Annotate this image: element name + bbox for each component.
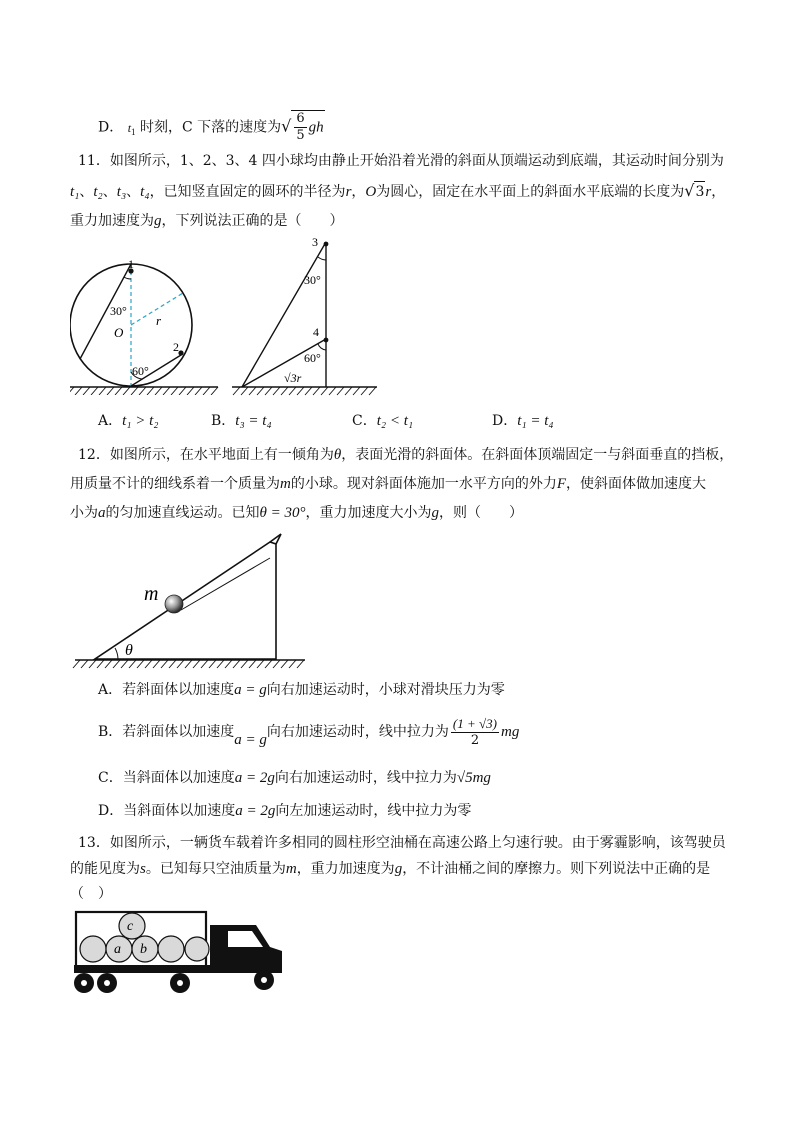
barrel-c-label: c <box>127 919 134 934</box>
q11-line1: 11．如图所示，1、2、3、4 四小球均由静止开始沿着光滑的斜面从顶端运动到底端，其运动时间分别为 <box>78 153 724 169</box>
label-2: 2 <box>173 340 179 354</box>
ball-3 <box>324 242 329 247</box>
angle-theta: θ <box>125 642 133 659</box>
q12-option-b: B．若斜面体以加速度a = g向右加速运动时，线中拉力为 $\frac{(1 + √3)}{2}$ mg <box>98 715 520 748</box>
q12-option-a: A．若斜面体以加速度a = g向右加速运动时，小球对滑块压力为零 <box>98 682 505 698</box>
angle-30-right: 30° <box>304 273 321 287</box>
label-3: 3 <box>312 235 318 249</box>
ground-hatch-2 <box>233 387 376 395</box>
ground-hatch <box>70 387 218 395</box>
string <box>181 558 270 610</box>
angle-60-right: 60° <box>304 351 321 365</box>
q11-option-d: D．t₁ = t₄ <box>492 413 554 429</box>
angle-30: 30° <box>110 304 127 318</box>
q13-line3: （ ） <box>70 886 112 902</box>
q12-line2: 用质量不计的细线系着一个质量为m的小球。现对斜面体施加一水平方向的外力F，使斜面体做加速度大 <box>70 476 707 492</box>
q13-line2: 的能见度为s。已知每只空油质量为m，重力加速度为g，不计油桶之间的摩擦力。则下列说法中正确的是 <box>70 861 711 877</box>
q11-line3: 重力加速度为g，下列说法正确的是（ ） <box>70 213 344 229</box>
q11-option-b: B．t₃ = t₄ <box>211 413 272 429</box>
label-O: O <box>114 325 124 340</box>
ball <box>165 595 183 613</box>
barrel-b-label: b <box>140 942 147 957</box>
ball-4 <box>324 338 329 343</box>
q11-option-a: A．t₁ > t₂ <box>98 413 159 429</box>
mass-label: m <box>144 583 159 605</box>
q12-wedge-figure <box>70 528 310 673</box>
q12-option-d: D．当斜面体以加速度a = 2g向左加速运动时，线中拉力为零 <box>98 803 472 819</box>
wedge <box>95 542 276 659</box>
incline-3 <box>242 242 326 387</box>
barrel-a-label: a <box>114 942 121 957</box>
angle-60: 60° <box>132 364 149 378</box>
ground-hatch-3 <box>73 660 304 668</box>
q13-line1: 13．如图所示，一辆货车载着许多相同的圆柱形空油桶在高速公路上匀速行驶。由于雾霾影响，该驾驶员 <box>78 835 726 851</box>
sqrt-fraction: $\frac{6}{5}$ gh <box>291 110 324 144</box>
wheels <box>74 970 274 993</box>
q11-line2: t₁、t₂、t₃、t₄，已知竖直固定的圆环的半径为r，O为圆心，固定在水平面上的斜面水平底端的长度为√3r， <box>70 181 726 200</box>
label-1: 1 <box>128 257 134 271</box>
q13-truck-figure <box>70 905 300 1000</box>
q10-option-d: D． $t_1$ 时刻，C 下落的速度为√ $\frac{6}{5}$ gh <box>98 111 324 143</box>
q11-option-c: C．t₂ < t₁ <box>352 413 414 429</box>
base-length: √3r <box>284 371 302 385</box>
label-4: 4 <box>313 325 319 339</box>
ball-2 <box>178 350 183 355</box>
q11-incline-figure <box>232 232 382 397</box>
q11-circle-figure <box>70 255 220 395</box>
label-r: r <box>156 313 162 328</box>
q12-line1: 12．如图所示，在水平地面上有一倾角为θ，表面光滑的斜面体。在斜面体顶端固定一与斜面垂直的挡板， <box>78 447 734 463</box>
q12-option-c: C．当斜面体以加速度a = 2g向右加速运动时，线中拉力为√5mg <box>98 770 491 786</box>
q12-line3: 小为a的匀加速直线运动。已知θ = 30°，重力加速度大小为g，则（ ） <box>70 505 523 521</box>
